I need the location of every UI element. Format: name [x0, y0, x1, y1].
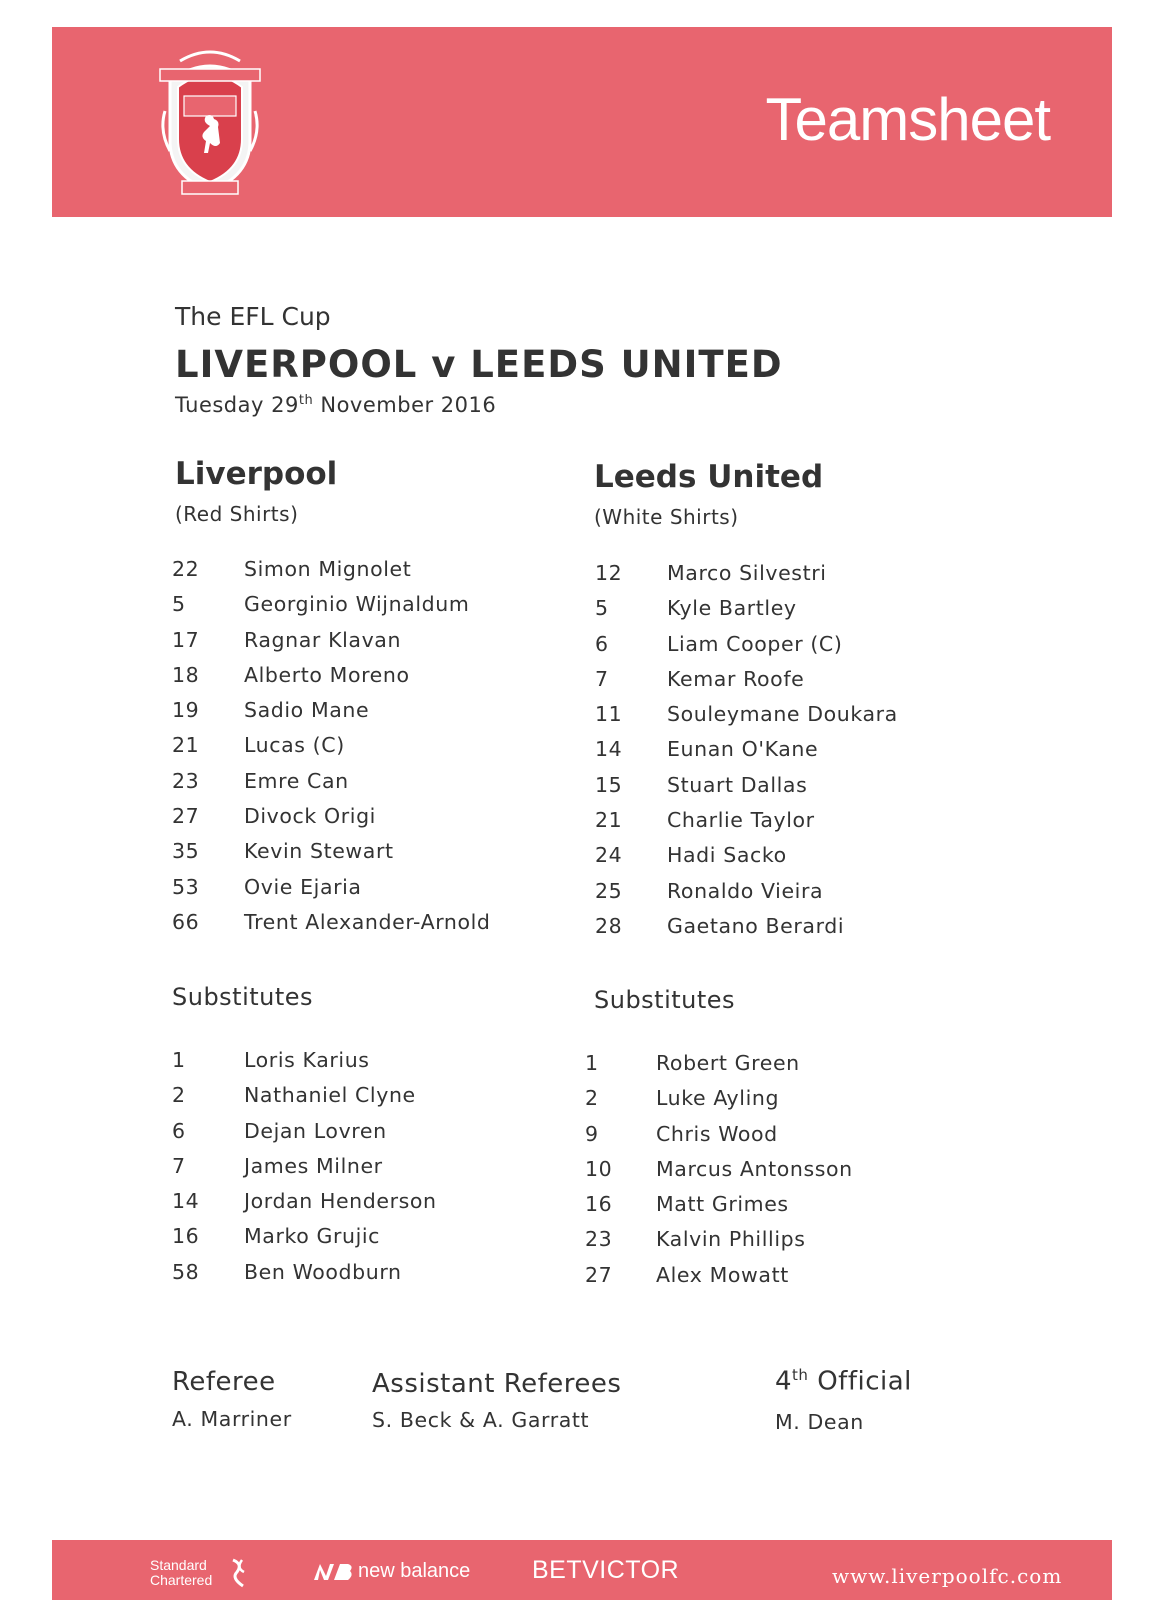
away-subs-title: Substitutes — [594, 986, 736, 1014]
player-name: Dejan Lovren — [244, 1118, 387, 1143]
fourth-ordinal: th — [792, 1366, 809, 1384]
home-sub-row — [172, 1083, 552, 1118]
away-sub-row — [585, 1157, 965, 1192]
away-subs-list — [585, 1051, 965, 1298]
standard-chartered-icon — [230, 1558, 248, 1588]
squad-number: 27 — [172, 804, 200, 829]
away-player-row — [595, 879, 975, 914]
fourth-official-label — [775, 1366, 912, 1397]
squad-number: 11 — [595, 702, 623, 727]
squad-number: 6 — [172, 1118, 186, 1143]
home-subs-list — [172, 1048, 552, 1295]
player-name: Kalvin Phillips — [656, 1227, 806, 1252]
player-name: Souleymane Doukara — [667, 702, 898, 727]
player-name: Liam Cooper (C) — [667, 631, 843, 656]
home-player-row — [172, 628, 552, 663]
home-sub-row — [172, 1119, 552, 1154]
player-name: Kyle Bartley — [667, 596, 797, 621]
squad-number: 58 — [172, 1259, 200, 1284]
player-name: Loris Karius — [244, 1048, 370, 1072]
home-subs-title: Substitutes — [172, 983, 314, 1011]
player-name: Robert Green — [656, 1051, 800, 1075]
away-sub-row — [585, 1122, 965, 1157]
away-player-row — [595, 914, 975, 949]
home-sub-row — [172, 1260, 552, 1295]
player-name: Marko Grujic — [244, 1224, 381, 1249]
squad-number: 14 — [172, 1189, 200, 1214]
player-name: Divock Origi — [244, 804, 376, 829]
player-name: Eunan O'Kane — [667, 737, 819, 762]
squad-number: 7 — [595, 666, 609, 691]
home-player-row — [172, 698, 552, 733]
assistant-referees-label: Assistant Referees — [372, 1369, 622, 1399]
header-band — [52, 27, 1112, 217]
match-date — [175, 393, 496, 417]
away-starting-list — [595, 561, 975, 949]
squad-number: 21 — [172, 733, 200, 758]
squad-number: 14 — [595, 737, 623, 762]
competition-name: The EFL Cup — [175, 302, 331, 331]
home-sub-row — [172, 1154, 552, 1189]
squad-number: 16 — [172, 1224, 200, 1249]
squad-number: 22 — [172, 557, 200, 581]
away-sub-row — [585, 1263, 965, 1298]
squad-number: 25 — [595, 878, 623, 903]
home-player-row — [172, 910, 552, 945]
standard-chartered-logo — [150, 1558, 212, 1588]
sponsor1-line2: Chartered — [150, 1572, 213, 1588]
player-name: Marco Silvestri — [667, 561, 827, 585]
squad-number: 17 — [172, 627, 200, 652]
fourth-official-name: M. Dean — [775, 1410, 864, 1434]
away-player-row — [595, 702, 975, 737]
home-starting-list — [172, 557, 552, 945]
player-name: Gaetano Berardi — [667, 913, 845, 938]
teamsheet-title: Teamsheet — [765, 86, 1050, 153]
player-name: Kevin Stewart — [244, 839, 394, 864]
squad-number: 7 — [172, 1153, 186, 1178]
squad-number: 5 — [172, 592, 186, 617]
player-name: Matt Grimes — [656, 1192, 789, 1217]
home-player-row — [172, 592, 552, 627]
squad-number: 16 — [585, 1192, 613, 1217]
away-player-row — [595, 808, 975, 843]
squad-number: 9 — [585, 1121, 599, 1146]
player-name: Sadio Mane — [244, 698, 370, 723]
betvictor-logo: BETVICTOR — [532, 1556, 680, 1584]
squad-number: 23 — [585, 1227, 613, 1252]
player-name: Jordan Henderson — [244, 1189, 437, 1214]
squad-number: 1 — [172, 1048, 186, 1072]
home-player-row — [172, 557, 552, 592]
squad-number: 19 — [172, 698, 200, 723]
player-name: Hadi Sacko — [667, 843, 787, 868]
sponsor2-text: new balance — [358, 1560, 471, 1582]
squad-number: 2 — [585, 1086, 599, 1111]
home-player-row — [172, 663, 552, 698]
player-name: Nathaniel Clyne — [244, 1083, 416, 1108]
sponsor1-line1: Standard — [150, 1557, 207, 1573]
squad-number: 21 — [595, 808, 623, 833]
fourth-num: 4 — [775, 1366, 793, 1397]
away-player-row — [595, 561, 975, 596]
away-team-shirts: (White Shirts) — [594, 505, 739, 529]
new-balance-logo — [312, 1560, 470, 1583]
assistant-referees-names: S. Beck & A. Garratt — [372, 1408, 590, 1432]
liverpool-crest-logo — [150, 41, 270, 201]
player-name: Marcus Antonsson — [656, 1156, 853, 1181]
home-sub-row — [172, 1048, 552, 1083]
player-name: Georginio Wijnaldum — [244, 592, 470, 617]
date-rest: November 2016 — [320, 393, 497, 417]
squad-number: 24 — [595, 843, 623, 868]
fourth-rest: Official — [817, 1366, 912, 1397]
home-player-row — [172, 875, 552, 910]
squad-number: 10 — [585, 1156, 613, 1181]
player-name: Lucas (C) — [244, 733, 345, 758]
squad-number: 66 — [172, 909, 200, 934]
player-name: Luke Ayling — [656, 1086, 780, 1111]
squad-number: 6 — [595, 631, 609, 656]
squad-number: 5 — [595, 596, 609, 621]
website-url: www.liverpoolfc.com — [832, 1564, 1063, 1588]
away-sub-row — [585, 1051, 965, 1086]
squad-number: 35 — [172, 839, 200, 864]
date-ordinal: th — [298, 393, 314, 408]
player-name: Ovie Ejaria — [244, 874, 362, 899]
away-player-row — [595, 773, 975, 808]
home-player-row — [172, 769, 552, 804]
away-sub-row — [585, 1192, 965, 1227]
date-day: Tuesday 29 — [175, 393, 299, 417]
squad-number: 2 — [172, 1083, 186, 1108]
away-player-row — [595, 737, 975, 772]
player-name: James Milner — [244, 1153, 383, 1178]
away-sub-row — [585, 1227, 965, 1262]
away-player-row — [595, 843, 975, 878]
squad-number: 23 — [172, 768, 200, 793]
squad-number: 15 — [595, 772, 623, 797]
squad-number: 53 — [172, 874, 200, 899]
away-player-row — [595, 632, 975, 667]
player-name: Trent Alexander-Arnold — [244, 909, 491, 934]
squad-number: 28 — [595, 913, 623, 938]
footer-band — [52, 1540, 1112, 1600]
player-name: Alex Mowatt — [656, 1262, 789, 1287]
player-name: Simon Mignolet — [244, 557, 412, 581]
player-name: Alberto Moreno — [244, 662, 410, 687]
home-player-row — [172, 733, 552, 768]
home-team-shirts: (Red Shirts) — [175, 502, 299, 526]
home-sub-row — [172, 1224, 552, 1259]
referee-label: Referee — [172, 1367, 276, 1397]
new-balance-icon — [312, 1562, 354, 1582]
home-player-row — [172, 839, 552, 874]
home-team-name: Liverpool — [175, 456, 338, 492]
player-name: Stuart Dallas — [667, 772, 808, 797]
away-team-name: Leeds United — [594, 459, 824, 495]
player-name: Ragnar Klavan — [244, 627, 402, 652]
squad-number: 1 — [585, 1051, 599, 1075]
player-name: Ben Woodburn — [244, 1259, 402, 1284]
squad-number: 27 — [585, 1262, 613, 1287]
referee-name: A. Marriner — [172, 1407, 292, 1431]
away-sub-row — [585, 1086, 965, 1121]
home-sub-row — [172, 1189, 552, 1224]
player-name: Charlie Taylor — [667, 808, 815, 833]
home-player-row — [172, 804, 552, 839]
squad-number: 18 — [172, 662, 200, 687]
player-name: Ronaldo Vieira — [667, 878, 824, 903]
squad-number: 12 — [595, 561, 623, 585]
player-name: Chris Wood — [656, 1121, 778, 1146]
player-name: Kemar Roofe — [667, 666, 805, 691]
away-player-row — [595, 667, 975, 702]
player-name: Emre Can — [244, 768, 349, 793]
fixture-title: LIVERPOOL v LEEDS UNITED — [175, 343, 783, 386]
away-player-row — [595, 596, 975, 631]
